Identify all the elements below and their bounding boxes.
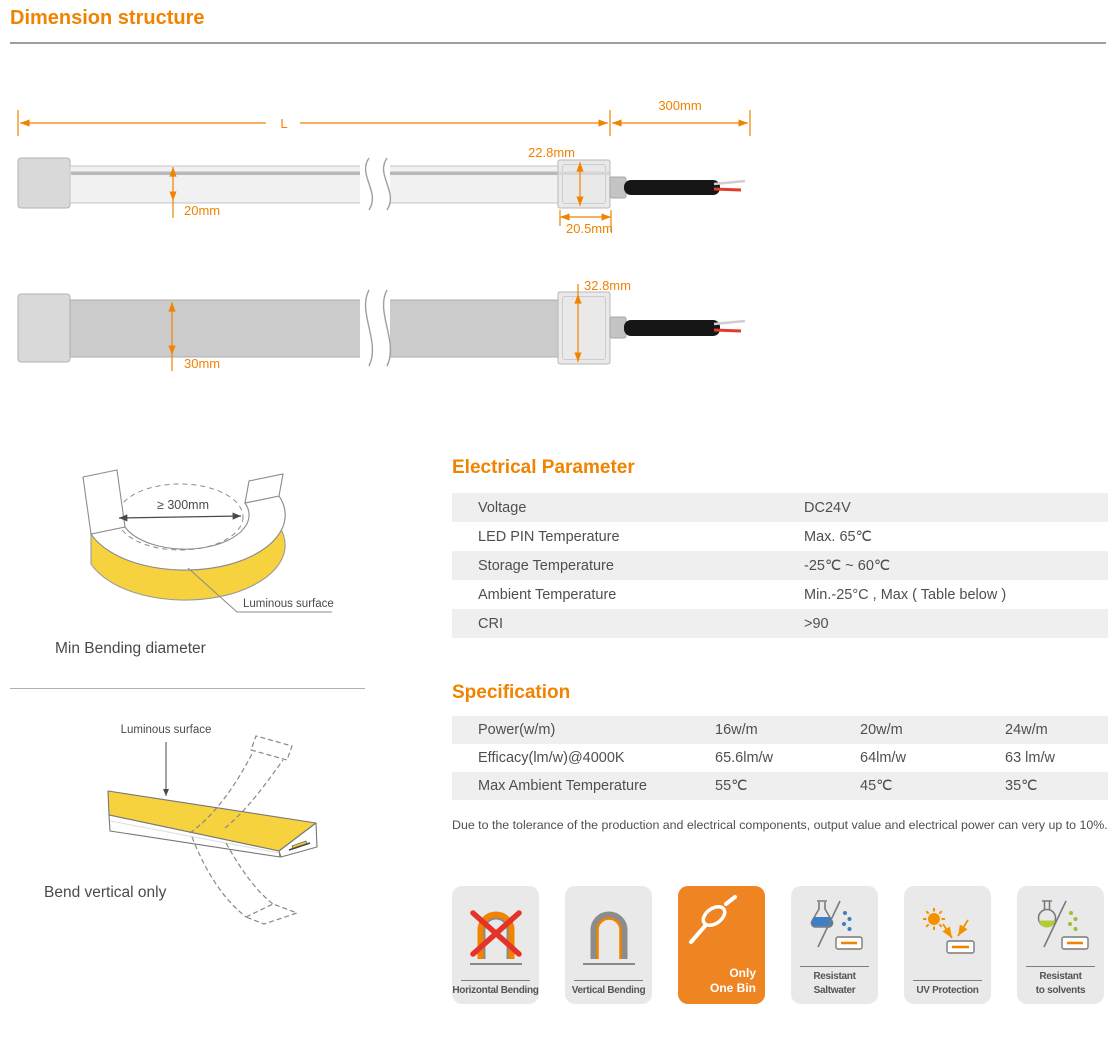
badge-uv-protection [904,886,991,1004]
strip-20mm-drawing [18,157,745,212]
badge-label: Only One Bin [709,965,756,996]
min-bending-diagram [0,445,390,640]
table-row [452,580,1108,609]
param-value: Max. 65℃ [804,528,872,545]
specification-table [452,716,1108,800]
feature-badges [452,886,1104,1004]
min-bending-caption: Min Bending diameter [55,640,206,657]
spec-value: 20w/m [860,722,903,738]
saltwater-resistance-icon [804,899,866,953]
badge-label: Resistant Saltwater [813,971,856,996]
badge-label: Vertical Bending [571,984,646,996]
table-row [452,716,1108,744]
param-label: LED PIN Temperature [478,528,620,545]
header-divider [10,42,1106,44]
dim-label-connector-width-1: 20.5mm [566,221,613,236]
spec-value: 45℃ [860,778,893,794]
luminous-surface-label-2: Luminous surface [120,724,212,736]
strip-30mm-drawing [18,289,745,367]
spec-value: 63 lm/w [1005,750,1055,766]
electrical-table [452,493,1108,638]
param-label: Ambient Temperature [478,586,617,603]
param-label: CRI [478,615,503,632]
table-row [452,522,1108,551]
strip-dimension-drawing [0,60,1118,440]
solvent-resistance-icon [1030,899,1092,953]
table-row [452,609,1108,638]
spec-value: 16w/m [715,722,758,738]
diameter-arrow [119,516,241,518]
param-label: Storage Temperature [478,557,614,574]
spec-label: Power(w/m) [478,722,556,738]
dim-label-strip2-height: 30mm [184,356,221,371]
spec-value: 64lm/w [860,750,906,766]
param-value: Min.-25°C , Max ( Table below ) [804,586,1007,603]
badge-only-one-bin [678,886,765,1004]
bend-left-end-face [83,470,125,534]
uv-protection-icon [917,906,979,960]
left-column-divider [10,688,365,689]
vertical-bending-icon [577,898,641,968]
spec-label: Max Ambient Temperature [478,778,647,794]
table-row [452,772,1108,800]
dim-label-length: L [280,116,288,131]
luminous-surface-label: Luminous surface [243,598,334,610]
one-bin-icon [681,889,745,953]
table-row [452,493,1108,522]
page-title: Dimension structure [10,7,205,29]
param-value: -25℃ ~ 60℃ [804,557,891,574]
dim-label-connector-height-2b: 32.8mm [584,278,631,293]
dim-label-strip1-height: 20mm [184,203,221,218]
bend-vertical-caption: Bend vertical only [44,884,167,901]
table-row [452,744,1108,772]
spec-value: 65.6lm/w [715,750,774,766]
spec-label: Efficacy(lm/w)@4000K [478,750,625,766]
electrical-section-title: Electrical Parameter [452,457,635,478]
spec-value: 24w/m [1005,722,1048,738]
param-label: Voltage [478,499,527,516]
spec-value: 35℃ [1005,778,1038,794]
horizontal-bending-icon [464,898,528,968]
badge-label: Horizontal Bending [452,984,539,996]
badge-label: UV Protection [916,984,979,996]
badge-horizontal-bending [452,886,539,1004]
badge-label: Resistant to solvents [1035,971,1086,996]
spec-value: 55℃ [715,778,748,794]
tolerance-note: Due to the tolerance of the production and electrical components, output value and electrical power can very up to 10%. [452,818,1108,832]
bend-vertical-diagram [40,700,400,945]
diameter-value: ≥ 300mm [156,498,210,512]
table-row [452,551,1108,580]
param-value: >90 [804,615,829,632]
dim-label-cable: 300mm [658,98,702,113]
badge-resistant-saltwater [791,886,878,1004]
param-value: DC24V [804,499,851,516]
badge-resistant-solvents [1017,886,1104,1004]
dim-label-connector-height-1: 22.8mm [528,145,575,160]
badge-vertical-bending [565,886,652,1004]
specification-section-title: Specification [452,682,571,703]
